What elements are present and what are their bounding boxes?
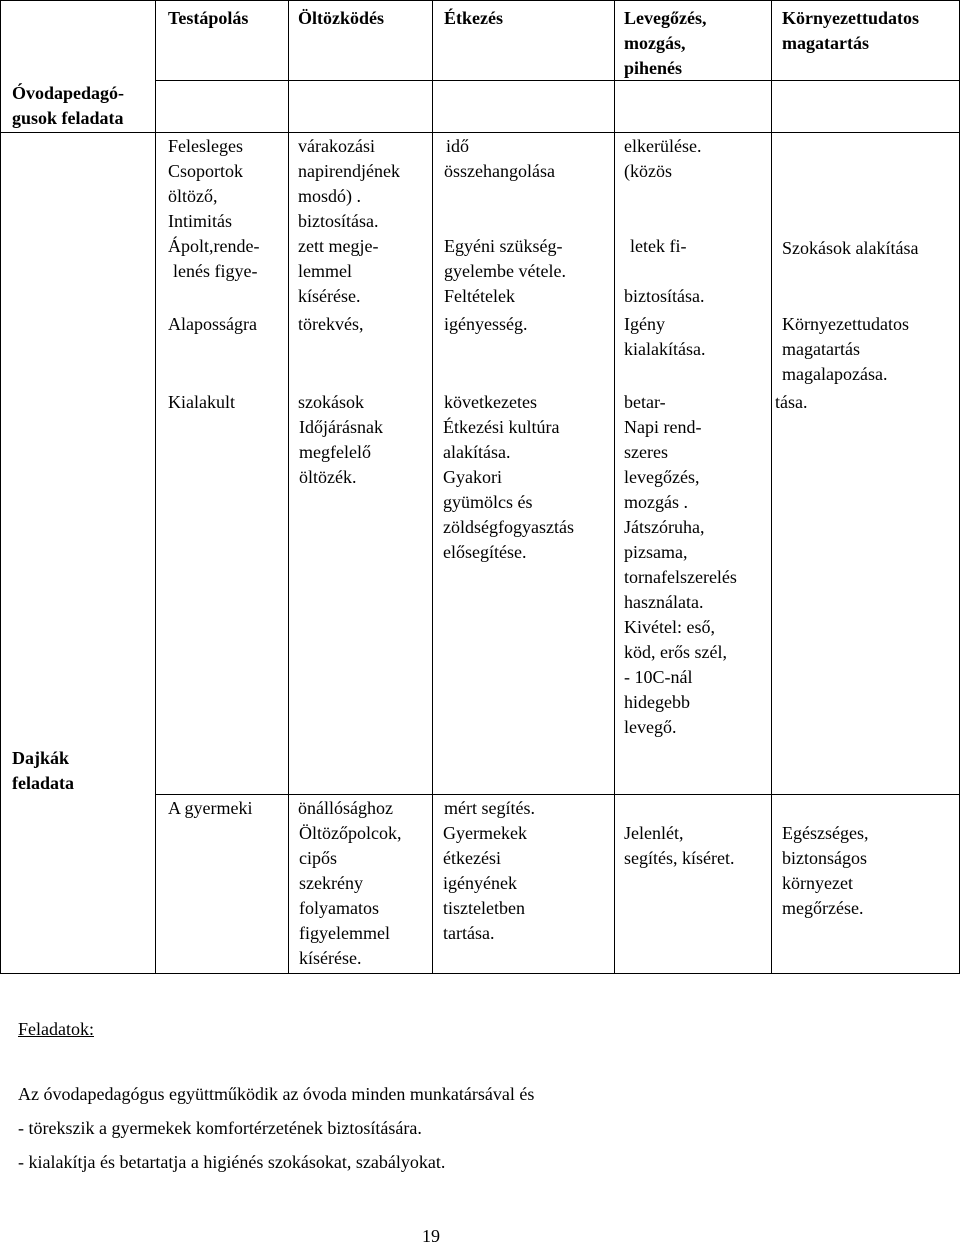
cell-text: betar- xyxy=(624,392,666,412)
cell-text: magalapozása. xyxy=(782,364,888,384)
cell-text: lemmel xyxy=(298,261,352,281)
cell-text: lenés figye- xyxy=(173,261,258,281)
cell-text: kísérése. xyxy=(298,286,361,306)
cell-text: Játszóruha, xyxy=(624,517,705,537)
cell-text: mért segítés. xyxy=(444,798,535,818)
cell-text: mozgás . xyxy=(624,492,688,512)
cell-text: Öltözőpolcok, xyxy=(299,823,402,843)
cell-text: Étkezési kultúra xyxy=(443,417,560,437)
cell-text: Csoportok xyxy=(168,161,244,181)
cell-text: Szokások alakítása xyxy=(782,238,919,258)
cell-text: Kialakult xyxy=(168,392,235,412)
header-etkezes: Étkezés xyxy=(444,8,503,28)
cell-text: hidegebb xyxy=(624,692,690,712)
cell-text: zett megje- xyxy=(298,236,379,256)
cell-text: zöldségfogyasztás xyxy=(443,517,574,537)
cell-text: mosdó) . xyxy=(298,186,361,206)
cell-text: levegő. xyxy=(624,717,677,737)
cell-text: idő xyxy=(446,136,470,156)
cell-text: cipős xyxy=(299,848,337,868)
page-number: 19 xyxy=(422,1226,440,1246)
cell-text: étkezési xyxy=(443,848,501,868)
cell-text: szekrény xyxy=(299,873,363,893)
cell-text: biztonságos xyxy=(782,848,867,868)
cell-text: kísérése. xyxy=(299,948,362,968)
cell-text: Jelenlét, xyxy=(624,823,684,843)
cell-text: folyamatos xyxy=(299,898,379,918)
cell-text: Igény xyxy=(624,314,665,334)
cell-text: napirendjének xyxy=(298,161,400,181)
row-label-ovodapedagogus-1: Óvodapedagó- xyxy=(12,83,125,103)
cell-text: összehangolása xyxy=(444,161,555,181)
header-levegozes-1: Levegőzés, xyxy=(624,8,707,28)
header-levegozes-3: pihenés xyxy=(624,58,683,78)
tasks-intro: Az óvodapedagógus együttműködik az óvoda minden munkatársával és xyxy=(18,1084,535,1104)
cell-text: Intimitás xyxy=(168,211,232,231)
header-testapolas: Testápolás xyxy=(168,8,249,28)
cell-text: (közös xyxy=(624,161,672,181)
cell-text: Gyermekek xyxy=(443,823,527,843)
cell-text: törekvés, xyxy=(298,314,364,334)
row-label-dajka-1: Dajkák xyxy=(12,748,70,768)
cell-text: pizsama, xyxy=(624,542,688,562)
header-kornyezet-2: magatartás xyxy=(782,33,869,53)
header-kornyezet-1: Környezettudatos xyxy=(782,8,919,28)
cell-text: szeres xyxy=(624,442,668,462)
cell-text: használata. xyxy=(624,592,704,612)
cell-text: A gyermeki xyxy=(168,798,253,818)
cell-text: Környezettudatos xyxy=(782,314,909,334)
cell-text: megfelelő xyxy=(299,442,371,462)
cell-text: Kivétel: eső, xyxy=(624,617,715,637)
cell-text: elkerülése. xyxy=(624,136,702,156)
cell-text: igényének xyxy=(443,873,517,893)
cell-text: tiszteletben xyxy=(443,898,525,918)
cell-text: letek fi- xyxy=(630,236,687,256)
cell-text: Egyéni szükség- xyxy=(444,236,563,256)
cell-text: köd, erős szél, xyxy=(624,642,727,662)
cell-text: környezet xyxy=(782,873,853,893)
cell-text: gyelembe vétele. xyxy=(444,261,566,281)
cell-text: figyelemmel xyxy=(299,923,390,943)
cell-text: - 10C-nál xyxy=(624,667,693,687)
cell-text: várakozási xyxy=(298,136,375,156)
cell-text: tartása. xyxy=(443,923,495,943)
cell-text: gyümölcs és xyxy=(443,492,533,512)
row-label-ovodapedagogus-2: gusok feladata xyxy=(12,108,124,128)
header-levegozes-2: mozgás, xyxy=(624,33,686,53)
cell-text: Alaposságra xyxy=(168,314,257,334)
cell-text: tornafelszerelés xyxy=(624,567,737,587)
cell-text: biztosítása. xyxy=(624,286,705,306)
tasks-item-1: - törekszik a gyermekek komfortérzetének biztosítására. xyxy=(18,1118,422,1138)
cell-text: Feltételek xyxy=(444,286,515,306)
cell-text: igényesség. xyxy=(444,314,528,334)
cell-text: Felesleges xyxy=(168,136,243,156)
cell-text: öltözék. xyxy=(299,467,357,487)
cell-text: elősegítése. xyxy=(443,542,527,562)
cell-text: biztosítása. xyxy=(298,211,379,231)
row-label-dajka-2: feladata xyxy=(12,773,74,793)
cell-text: Időjárásnak xyxy=(299,417,383,437)
cell-text: kialakítása. xyxy=(624,339,706,359)
cell-text: Egészséges, xyxy=(782,823,869,843)
tasks-heading: Feladatok: xyxy=(18,1019,94,1039)
cell-text: magatartás xyxy=(782,339,860,359)
cell-text: levegőzés, xyxy=(624,467,700,487)
cell-text: Ápolt,rende- xyxy=(168,236,260,256)
cell-text: megőrzése. xyxy=(782,898,864,918)
cell-text: önállósághoz xyxy=(298,798,393,818)
cell-text: következetes xyxy=(444,392,537,412)
cell-text: segítés, kíséret. xyxy=(624,848,735,868)
cell-text: alakítása. xyxy=(443,442,511,462)
header-oltozkodes: Öltözködés xyxy=(298,8,385,28)
cell-text: Napi rend- xyxy=(624,417,702,437)
tasks-item-2: - kialakítja és betartatja a higiénés szokásokat, szabályokat. xyxy=(18,1152,446,1172)
cell-text: tása. xyxy=(775,392,808,412)
cell-text: öltöző, xyxy=(168,186,218,206)
cell-text: Gyakori xyxy=(443,467,502,487)
cell-text: szokások xyxy=(298,392,364,412)
